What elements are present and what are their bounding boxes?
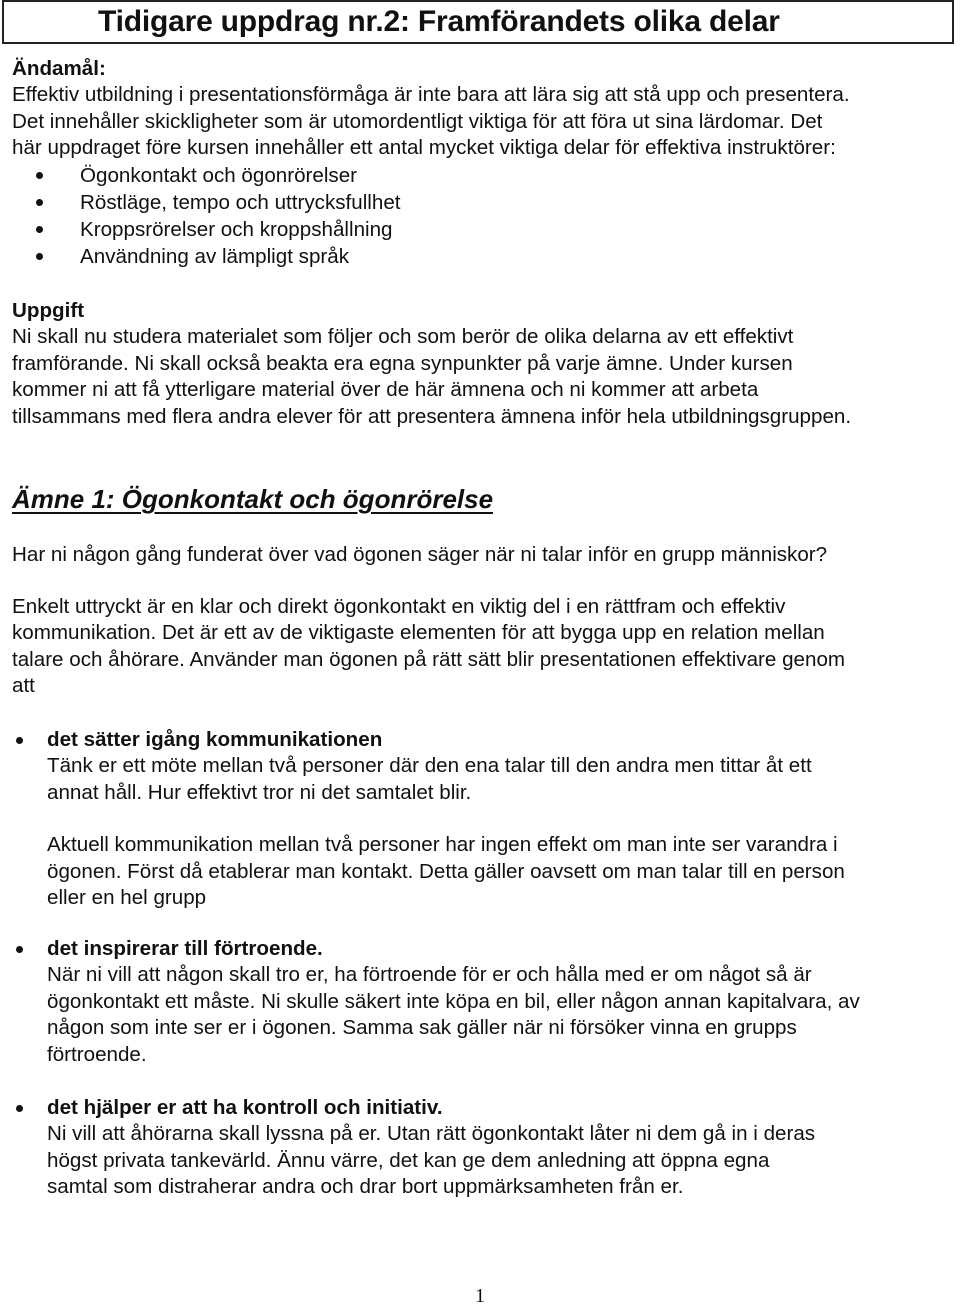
point-text-line: högst privata tankevärld. Ännu värre, det kan ge dem anledning att öppna egna — [47, 1148, 770, 1172]
point-text-line: Ni vill att åhörarna skall lyssna på er. Utan rätt ögonkontakt låter ni dem gå in i deras — [47, 1122, 816, 1146]
topic-question — [12, 542, 948, 568]
page-title-box — [2, 0, 954, 44]
purpose-text-line: Effektiv utbildning i presentationsförmåga är inte bara att lära sig att stå upp och presentera. — [12, 83, 850, 107]
intro-text-line: kommunikation. Det är ett av de viktigaste elementen för att bygga upp en relation mellan — [12, 621, 825, 645]
point-text-line: samtal som distraherar andra och drar bort uppmärksamheten från er. — [47, 1175, 684, 1199]
task-text-line: framförande. Ni skall också beakta era egna synpunkter på varje ämne. Under kursen — [12, 351, 793, 375]
question-text: Har ni någon gång funderat över vad ögonen säger när ni talar inför en grupp människor? — [12, 543, 828, 566]
point-text-line: någon som inte ser er i ögonen. Samma sak gäller när ni försöker vinna en grupps — [47, 1016, 797, 1040]
purpose-list — [12, 162, 948, 270]
purpose-section — [12, 56, 948, 270]
bullet-icon — [16, 737, 23, 744]
task-heading: Uppgift — [12, 299, 85, 322]
page-number: 1 — [475, 1285, 485, 1307]
list-item: Användning av lämpligt språk — [12, 243, 948, 270]
point-text-line: När ni vill att någon skall tro er, ha förtroende för er och hålla med er om något så är — [47, 963, 812, 987]
task-text-line: Ni skall nu studera materialet som följer och som berör de olika delarna av ett effektivt — [12, 325, 794, 349]
list-item: Kroppsrörelser och kroppshållning — [12, 216, 948, 243]
page-title: Tidigare uppdrag nr.2: Framförandets olika delar — [98, 5, 780, 38]
point-text-line: eller en hel grupp — [47, 886, 207, 910]
topic-heading: Ämne 1: Ögonkontakt och ögonrörelse — [12, 484, 494, 514]
bullet-icon — [16, 946, 23, 953]
intro-text-line: Enkelt uttryckt är en klar och direkt ögonkontakt en viktig del i en rättfram och effektiv — [12, 595, 786, 618]
task-text-line: kommer ni att få ytterligare material över de här ämnena och ni kommer att arbeta — [12, 378, 759, 402]
purpose-heading: Ändamål: — [12, 57, 106, 80]
point-item — [12, 936, 948, 1068]
point-item — [12, 1095, 948, 1201]
purpose-text-line: Det innehåller skickligheter som är utomordentligt viktiga för att föra ut sina lärdomar. Det — [12, 109, 823, 133]
point-text-line: ögonen. Först då etablerar man kontakt. Detta gäller oavsett om man talar till en person — [47, 859, 845, 883]
point-text-line: annat håll. Hur effektivt tror ni det samtalet blir. — [47, 780, 472, 804]
list-item: Röstläge, tempo och uttrycksfullhet — [12, 189, 948, 216]
topic-intro — [12, 594, 948, 700]
bullet-icon — [16, 1105, 23, 1112]
intro-text-line: att — [12, 674, 35, 698]
intro-text-line: talare och åhörare. Använder man ögonen på rätt sätt blir presentationen effektivare genom — [12, 647, 846, 671]
purpose-text-line: här uppdraget före kursen innehåller ett antal mycket viktiga delar för effektiva instruktörer: — [12, 136, 836, 160]
point-text-line: Aktuell kommunikation mellan två personer har ingen effekt om man inte ser varandra i — [47, 833, 838, 857]
task-text-line: tillsammans med flera andra elever för att presentera ämnena inför hela utbildningsgruppen. — [12, 404, 852, 428]
list-item: Ögonkontakt och ögonrörelser — [12, 162, 948, 189]
point-title: det inspirerar till förtroende. — [47, 937, 323, 960]
point-text-line: Tänk er ett möte mellan två personer där den ena talar till den andra men tittar åt ett — [47, 754, 812, 778]
task-section — [12, 298, 948, 430]
point-item — [12, 727, 948, 911]
point-text-line: förtroende. — [47, 1042, 147, 1066]
point-title: det sätter igång kommunikationen — [47, 728, 383, 751]
point-text-line: ögonkontakt ett måste. Ni skulle säkert inte köpa en bil, eller någon annan kapitalvara, av — [47, 989, 860, 1013]
point-title: det hjälper er att ha kontroll och initiativ. — [47, 1096, 443, 1119]
